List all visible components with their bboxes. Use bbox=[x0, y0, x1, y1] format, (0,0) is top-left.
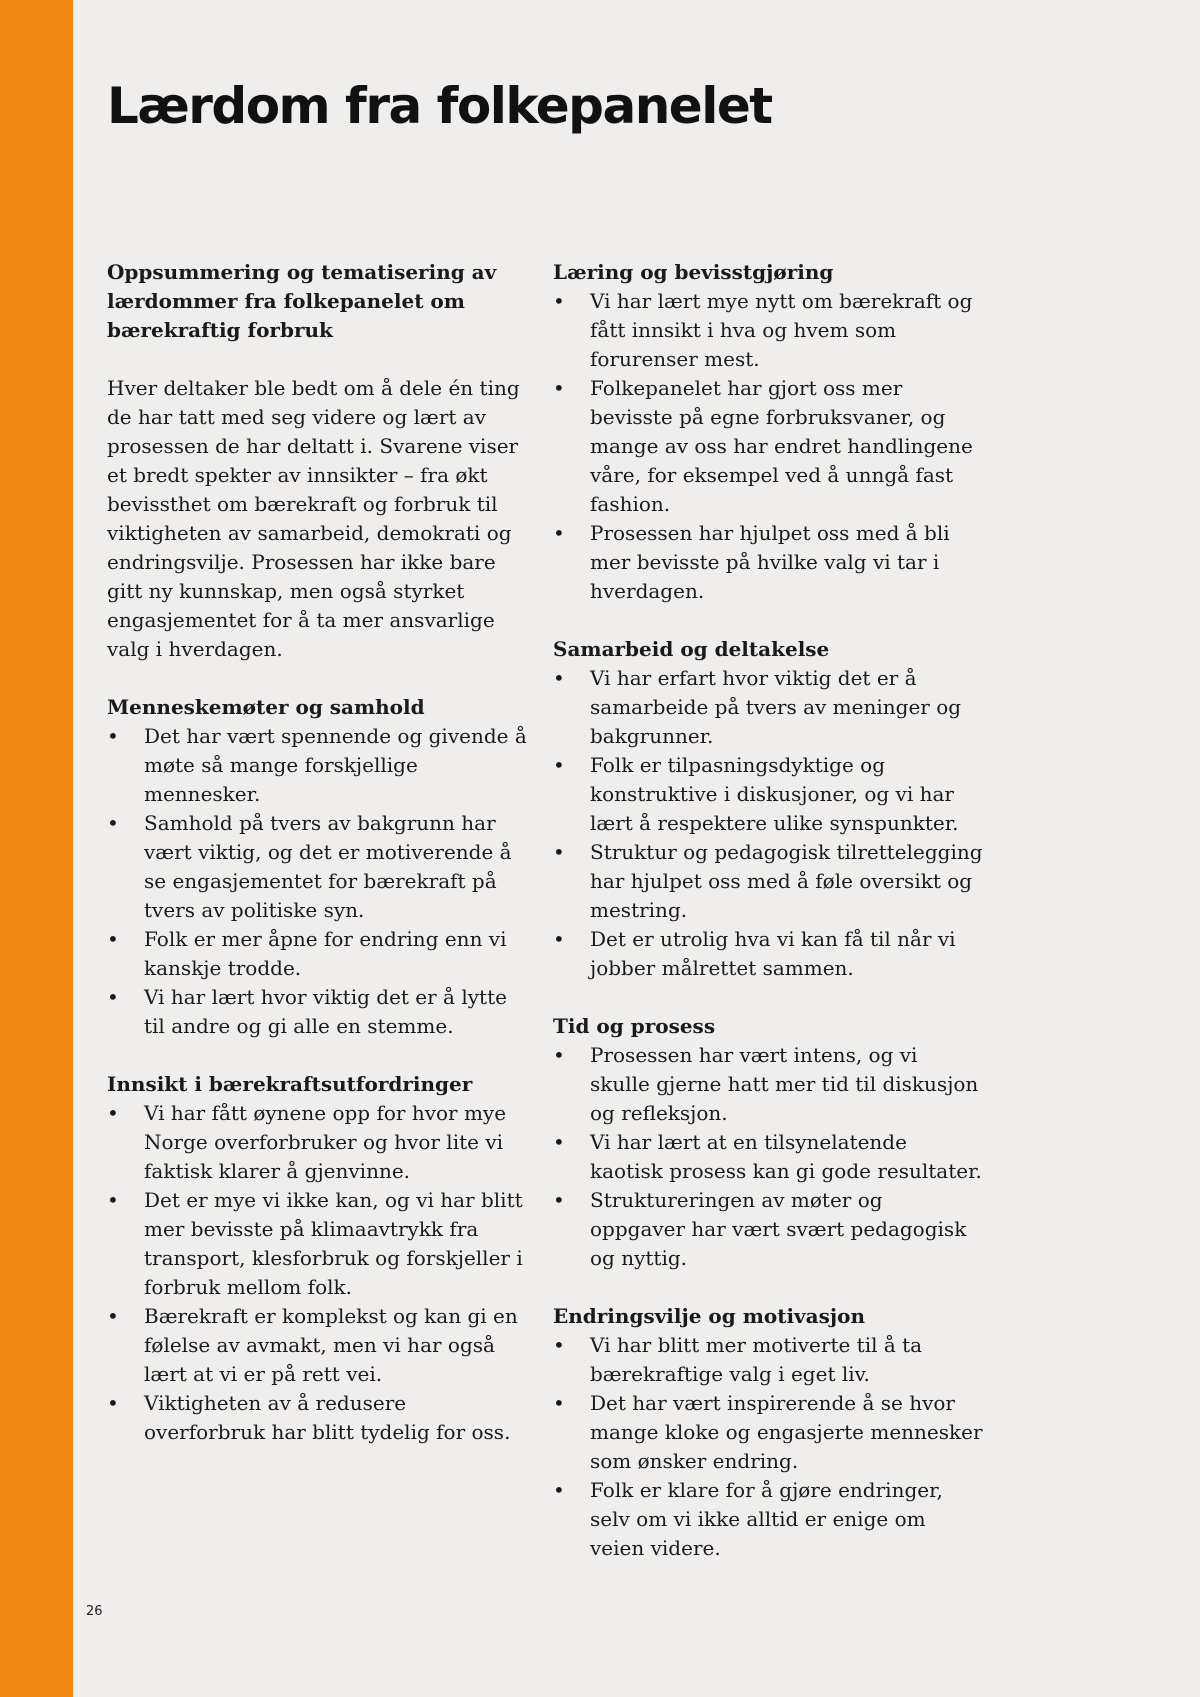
bullet-icon: • bbox=[553, 1333, 565, 1357]
list-item bbox=[553, 925, 983, 983]
list-item bbox=[107, 1186, 527, 1302]
list-item-text: Folk er tilpasningsdyktige og konstruktive i diskusjoner, og vi har lært å respektere ulike synspunkter. bbox=[590, 753, 959, 835]
section-tid-og-prosess bbox=[553, 1012, 983, 1273]
intro-title: Oppsummering og tematisering av lærdommer fra folkepanelet om bærekraftig forbruk bbox=[107, 260, 497, 342]
bullet-icon: • bbox=[107, 1391, 119, 1415]
list-item bbox=[553, 1041, 983, 1128]
section-endringsvilje-og-motivasjon bbox=[553, 1302, 983, 1563]
bullet-icon: • bbox=[553, 1043, 565, 1067]
section-samarbeid-og-deltakelse bbox=[553, 635, 983, 983]
list-item bbox=[107, 722, 527, 809]
section-heading: Samarbeid og deltakelse bbox=[553, 637, 830, 661]
list-item-text: Prosessen har hjulpet oss med å bli mer bevisste på hvilke valg vi tar i hverdagen. bbox=[590, 521, 950, 603]
right-sections bbox=[553, 258, 983, 1563]
section-heading: Endringsvilje og motivasjon bbox=[553, 1304, 866, 1328]
list-item bbox=[553, 751, 983, 838]
bullet-icon: • bbox=[553, 1391, 565, 1415]
bullet-icon: • bbox=[553, 666, 565, 690]
list-item bbox=[553, 1476, 983, 1563]
list-item bbox=[107, 1389, 527, 1447]
list-item-text: Det har vært inspirerende å se hvor mange kloke og engasjerte mennesker som ønsker endring. bbox=[590, 1391, 983, 1473]
list-item-text: Det er utrolig hva vi kan få til når vi jobber målrettet sammen. bbox=[590, 927, 956, 980]
section-heading: Menneskemøter og samhold bbox=[107, 695, 425, 719]
side-accent-band bbox=[0, 0, 73, 1697]
bullet-icon: • bbox=[553, 1478, 565, 1502]
list-item bbox=[107, 983, 527, 1041]
list-item bbox=[553, 287, 983, 374]
bullet-icon: • bbox=[553, 840, 565, 864]
bullet-list bbox=[553, 287, 983, 606]
bullet-icon: • bbox=[107, 724, 119, 748]
list-item-text: Folkepanelet har gjort oss mer bevisste på egne forbruksvaner, og mange av oss har endret handlingene våre, for eksempel ved å unngå fast fashion. bbox=[590, 376, 973, 516]
section-heading: Tid og prosess bbox=[553, 1014, 716, 1038]
bullet-icon: • bbox=[553, 376, 565, 400]
list-item bbox=[553, 1186, 983, 1273]
left-column bbox=[107, 258, 527, 1476]
right-column bbox=[553, 258, 983, 1592]
section-innsikt-i-baerekraftsutfordringer bbox=[107, 1070, 527, 1447]
section-heading: Læring og bevisstgjøring bbox=[553, 260, 834, 284]
page-title: Lærdom fra folkepanelet bbox=[107, 77, 772, 135]
bullet-icon: • bbox=[553, 289, 565, 313]
page-number: 26 bbox=[86, 1604, 103, 1619]
list-item bbox=[107, 1099, 527, 1186]
list-item-text: Viktigheten av å redusere overforbruk har blitt tydelig for oss. bbox=[144, 1391, 511, 1444]
list-item bbox=[107, 925, 527, 983]
bullet-icon: • bbox=[553, 1130, 565, 1154]
bullet-list bbox=[107, 1099, 527, 1447]
intro-text: Hver deltaker ble bedt om å dele én ting de har tatt med seg videre og lært av prosessen de har deltatt i. Svarene viser et bredt spekter av innsikter – fra økt bevissthet om bærekraft og forbruk til viktigheten av samarbeid, demokrati og endringsvilje. Prosessen har ikke bare gitt ny kunnskap, men også styrket engasjementet for å ta mer ansvarlige valg i hverdagen. bbox=[107, 376, 520, 661]
list-item bbox=[553, 1128, 983, 1186]
list-item-text: Struktur og pedagogisk tilrettelegging har hjulpet oss med å føle oversikt og mestring. bbox=[590, 840, 983, 922]
list-item-text: Det har vært spennende og givende å møte så mange forskjellige mennesker. bbox=[144, 724, 527, 806]
bullet-list bbox=[553, 1041, 983, 1273]
bullet-list bbox=[107, 722, 527, 1041]
list-item-text: Vi har lært mye nytt om bærekraft og fått innsikt i hva og hvem som forurenser mest. bbox=[590, 289, 973, 371]
list-item bbox=[107, 1302, 527, 1389]
bullet-icon: • bbox=[107, 1101, 119, 1125]
bullet-icon: • bbox=[553, 753, 565, 777]
bullet-icon: • bbox=[553, 1188, 565, 1212]
bullet-icon: • bbox=[553, 927, 565, 951]
bullet-icon: • bbox=[107, 927, 119, 951]
list-item bbox=[553, 519, 983, 606]
list-item-text: Vi har lært at en tilsynelatende kaotisk prosess kan gi gode resultater. bbox=[590, 1130, 982, 1183]
section-laering-og-bevisstgjoring bbox=[553, 258, 983, 606]
list-item bbox=[553, 374, 983, 519]
bullet-icon: • bbox=[107, 1188, 119, 1212]
list-item bbox=[553, 1331, 983, 1389]
left-sections bbox=[107, 693, 527, 1447]
bullet-list bbox=[553, 1331, 983, 1563]
list-item-text: Vi har fått øynene opp for hvor mye Norge overforbruker og hvor lite vi faktisk klarer å gjenvinne. bbox=[144, 1101, 507, 1183]
list-item bbox=[107, 809, 527, 925]
section-menneskemoter-og-samhold bbox=[107, 693, 527, 1041]
bullet-icon: • bbox=[107, 1304, 119, 1328]
bullet-icon: • bbox=[107, 811, 119, 835]
bullet-icon: • bbox=[553, 521, 565, 545]
list-item-text: Prosessen har vært intens, og vi skulle gjerne hatt mer tid til diskusjon og refleksjon. bbox=[590, 1043, 979, 1125]
list-item-text: Det er mye vi ikke kan, og vi har blitt mer bevisste på klimaavtrykk fra transport, klesforbruk og forskjeller i forbruk mellom folk. bbox=[144, 1188, 523, 1299]
list-item-text: Vi har blitt mer motiverte til å ta bærekraftige valg i eget liv. bbox=[590, 1333, 923, 1386]
section-heading: Innsikt i bærekraftsutfordringer bbox=[107, 1072, 473, 1096]
list-item-text: Folk er mer åpne for endring enn vi kanskje trodde. bbox=[144, 927, 507, 980]
list-item bbox=[553, 664, 983, 751]
bullet-icon: • bbox=[107, 985, 119, 1009]
list-item bbox=[553, 838, 983, 925]
list-item-text: Folk er klare for å gjøre endringer, selv om vi ikke alltid er enige om veien videre. bbox=[590, 1478, 943, 1560]
list-item-text: Struktureringen av møter og oppgaver har vært svært pedagogisk og nyttig. bbox=[590, 1188, 967, 1270]
list-item-text: Vi har lært hvor viktig det er å lytte til andre og gi alle en stemme. bbox=[144, 985, 507, 1038]
list-item-text: Bærekraft er komplekst og kan gi en følelse av avmakt, men vi har også lært at vi er på rett vei. bbox=[144, 1304, 518, 1386]
list-item-text: Samhold på tvers av bakgrunn har vært viktig, og det er motiverende å se engasjementet for bærekraft på tvers av politiske syn. bbox=[144, 811, 512, 922]
list-item bbox=[553, 1389, 983, 1476]
list-item-text: Vi har erfart hvor viktig det er å samarbeide på tvers av meninger og bakgrunner. bbox=[590, 666, 962, 748]
bullet-list bbox=[553, 664, 983, 983]
